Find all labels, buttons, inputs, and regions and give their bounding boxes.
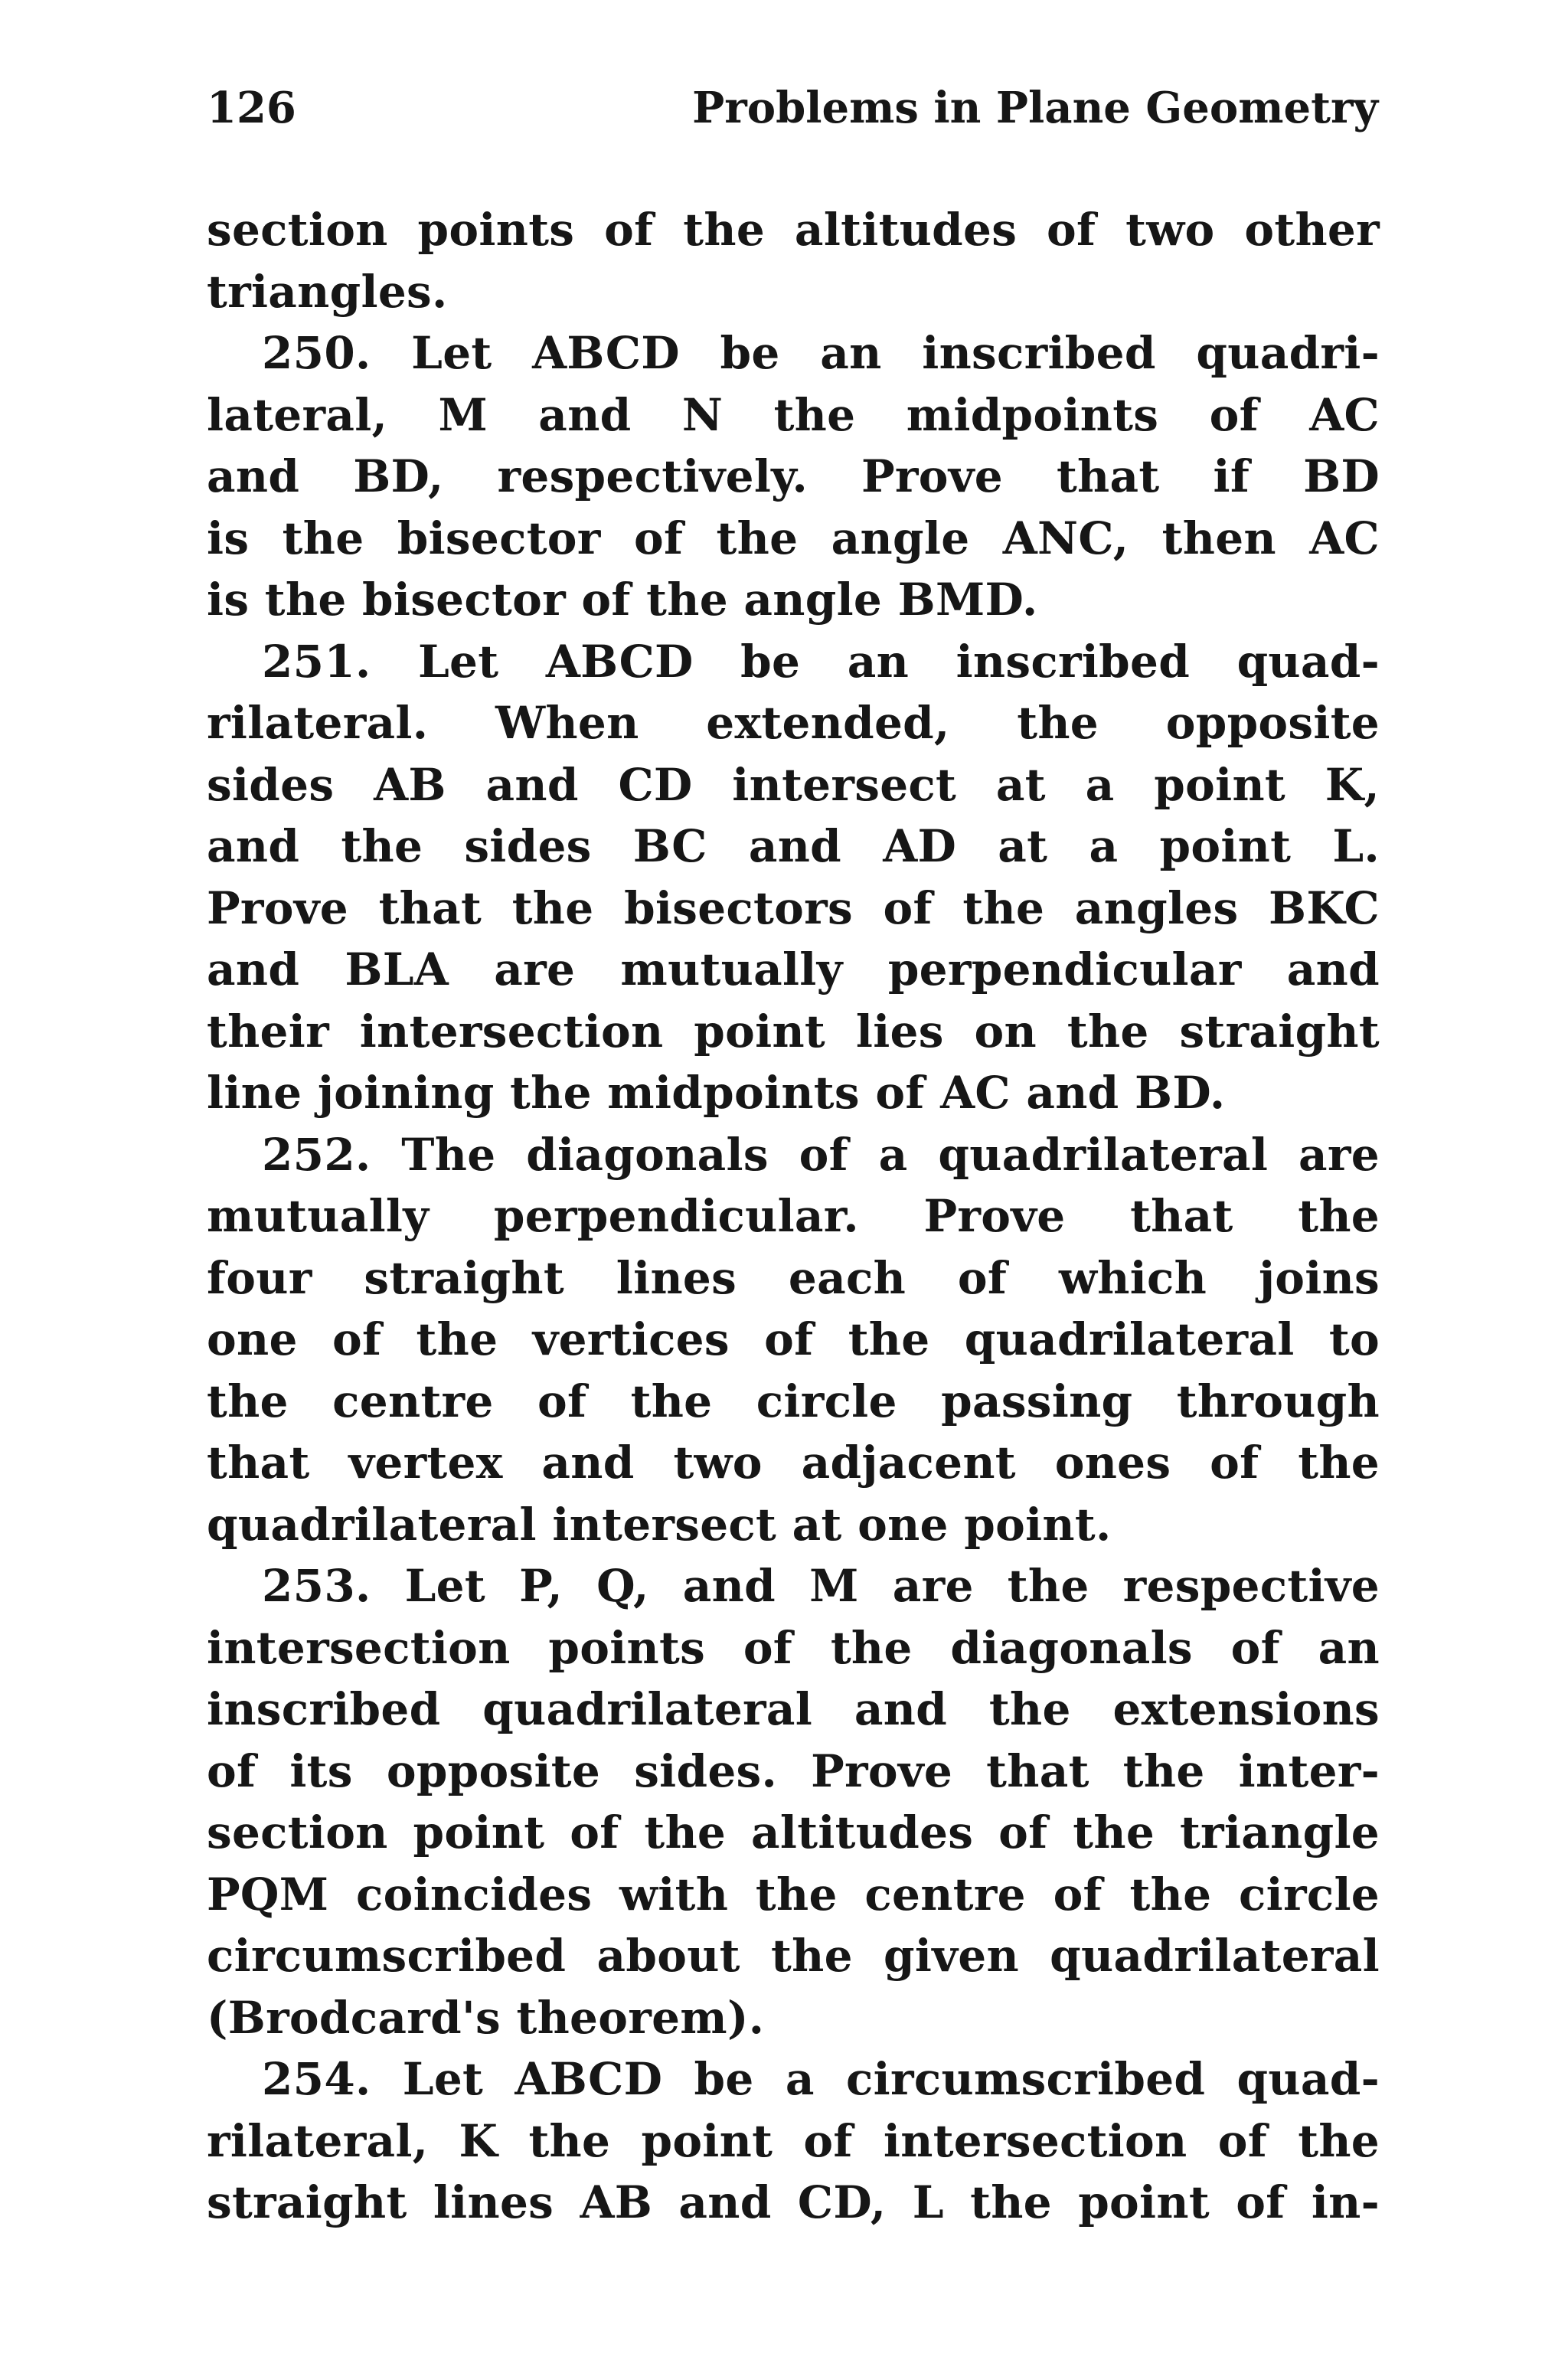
text-line: inscribed quadrilateral and the extensions (207, 1683, 1380, 1735)
text-line: rilateral. When extended, the opposite (207, 697, 1380, 749)
text-line: circumscribed about the given quadrilateral (207, 1930, 1380, 1982)
text-line: and BD, respectively. Prove that if BD (207, 450, 1380, 502)
text-line: intersection points of the diagonals of an (207, 1621, 1380, 1674)
text-line: lateral, M and N the midpoints of AC (207, 388, 1380, 441)
text-line: of its opposite sides. Prove that the inter- (207, 1744, 1380, 1797)
text-line: and BLA are mutually perpendicular and (207, 943, 1380, 995)
text-line: and the sides BC and AD at a point L. (207, 820, 1380, 872)
text-line: sides AB and CD intersect at a point K, (207, 758, 1380, 811)
text-line: is the bisector of the angle BMD. (207, 574, 1038, 626)
text-line: the centre of the circle passing through (207, 1375, 1380, 1427)
text-line: one of the vertices of the quadrilateral to (207, 1313, 1380, 1365)
running-head (207, 74, 1378, 142)
text-line: rilateral, K the point of intersection of the (207, 2114, 1380, 2167)
body-text (207, 199, 1380, 2234)
text-line: their intersection point lies on the straight (207, 1005, 1380, 1058)
text-line: mutually perpendicular. Prove that the (207, 1190, 1380, 1242)
problem-250-line: 250. Let ABCD be an inscribed quadri- (262, 327, 1380, 379)
text-line: four straight lines each of which joins (207, 1251, 1380, 1304)
problem-253-line: 253. Let P, Q, and M are the respective (262, 1560, 1380, 1612)
text-line: Prove that the bisectors of the angles BKC (207, 881, 1380, 934)
text-line: that vertex and two adjacent ones of the (207, 1437, 1380, 1489)
text-line: is the bisector of the angle ANC, then AC (207, 512, 1380, 564)
text-line: line joining the midpoints of AC and BD. (207, 1067, 1226, 1119)
text-line: straight lines AB and CD, L the point of in- (207, 2176, 1380, 2228)
running-title: Problems in Plane Geometry (692, 83, 1378, 133)
text-line: section point of the altitudes of the triangle (207, 1806, 1380, 1859)
text-line: PQM coincides with the centre of the circle (207, 1868, 1380, 1921)
problem-254-line: 254. Let ABCD be a circumscribed quad- (262, 2053, 1380, 2105)
text-line: (Brodcard's theorem). (207, 1991, 765, 2044)
text-line: quadrilateral intersect at one point. (207, 1498, 1112, 1551)
text-line: section points of the altitudes of two other (207, 204, 1380, 256)
text-line: triangles. (207, 265, 448, 318)
problem-252-line: 252. The diagonals of a quadrilateral are (262, 1128, 1380, 1181)
page-number: 126 (207, 83, 296, 133)
problem-251-line: 251. Let ABCD be an inscribed quad- (262, 635, 1380, 688)
